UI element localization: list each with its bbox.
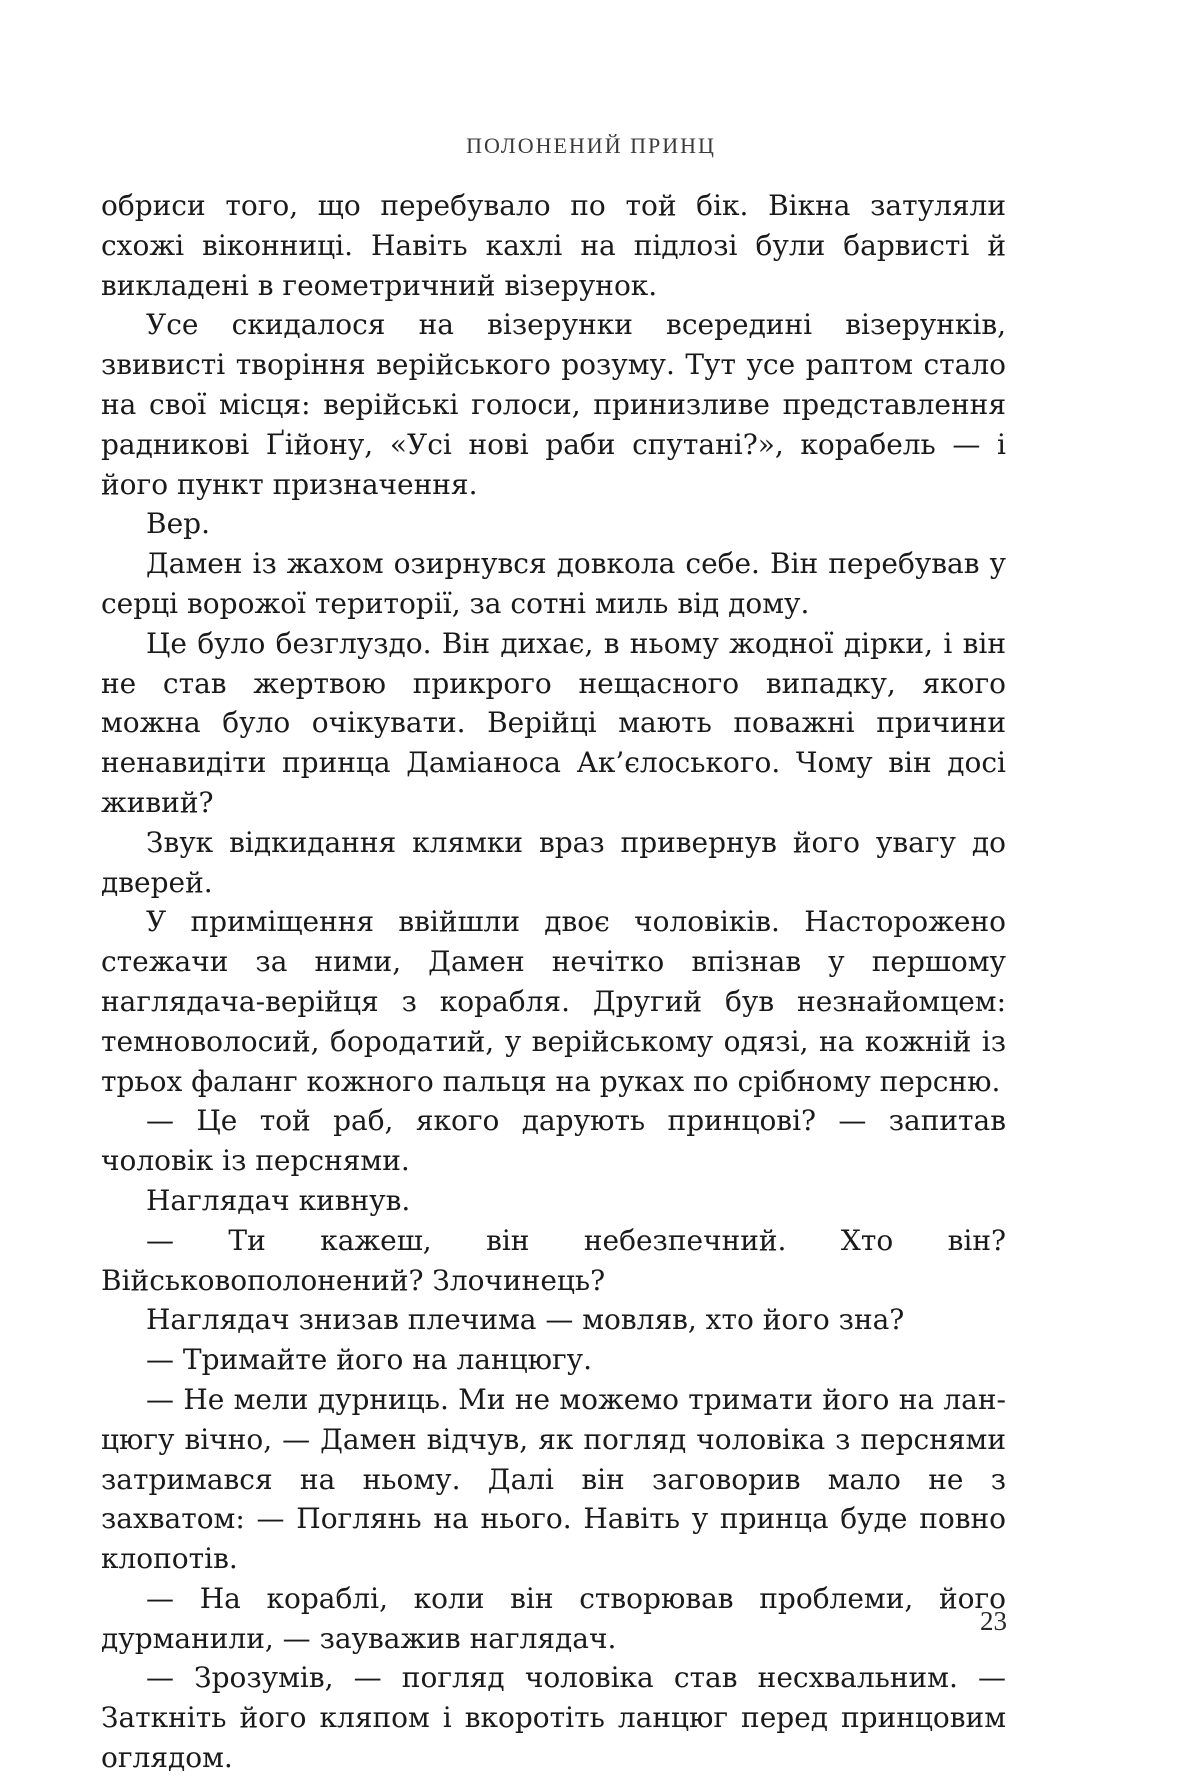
paragraph: — Тримайте його на ланцюгу.: [146, 1343, 593, 1377]
paragraph: Наглядач знизав плечима — мовляв, хто його зна?: [146, 1303, 905, 1337]
body-text: [101, 186, 1006, 1778]
running-title: ПОЛОНЕНИЙ ПРИНЦ: [466, 133, 716, 158]
paragraph: — На кораблі, коли він створював проблеми, його дурманили, — зауважив наглядач.: [101, 1581, 1006, 1655]
paragraph: Звук відкидання клямки враз привернув його увагу до дверей.: [101, 825, 1006, 899]
page-number: 23: [980, 1606, 1007, 1636]
paragraph: У приміщення ввійшли двоє чоловіків. Насторожено стежачи за ними, Дамен нечітко впізнав у першому наглядача-верійця з корабля. Другий був незнайомцем: темноволосий, бородатий, у верійському одязі, на кожній із трьох фаланг кожного пальця на руках по срібному персню.: [101, 905, 1006, 1098]
paragraph: Наглядач кивнув.: [146, 1183, 411, 1217]
paragraph: Вер.: [146, 507, 210, 541]
paragraph: Це було безглуздо. Він дихає, в ньому жодної дірки, і він не став жертвою прикрого нещасного випадку, якого можна було очікувати. Верійці мають поважні причини ненавидіти принца Даміаноса Ак’єлоського. Чому він досі живий?: [101, 626, 1006, 819]
paragraph: — Зрозумів, — погляд чоловіка став несхвальним. — Заткніть його кляпом і вкоротіть ланцюг перед принцовим оглядом.: [101, 1661, 1006, 1775]
paragraph: — Не мели дурниць. Ми не можемо тримати його на ланцюгу вічно, — Дамен відчув, як погляд чоловіка з перснями затримався на ньому. Далі він заговорив мало не з захватом: — Поглянь на нього. Навіть у принца буде повно клопотів.: [101, 1382, 1006, 1576]
paragraph: обриси того, що перебувало по той бік. Вікна затуляли схожі віконниці. Навіть кахлі на підлозі були барвисті й викладені в геометричний візерунок.: [101, 189, 1006, 302]
paragraph: — Це той раб, якого дарують принцові? — запитав чоловік із перснями.: [101, 1104, 1006, 1178]
paragraph: Усе скидалося на візерунки всередині візерунків, звивисті творіння верійського розуму. Тут усе раптом стало на свої місця: верійські голоси, принизливе представлення радникові Ґійону, «Усі нові раби спутані?», корабель — і його пункт призначення.: [101, 308, 1006, 501]
paragraph: Дамен із жахом озирнувся довкола себе. Він перебував у серці ворожої території, за сотні миль від дому.: [101, 547, 1006, 620]
paragraph: — Ти кажеш, він небезпечний. Хто він? Військовополонений? Злочинець?: [101, 1223, 1006, 1297]
